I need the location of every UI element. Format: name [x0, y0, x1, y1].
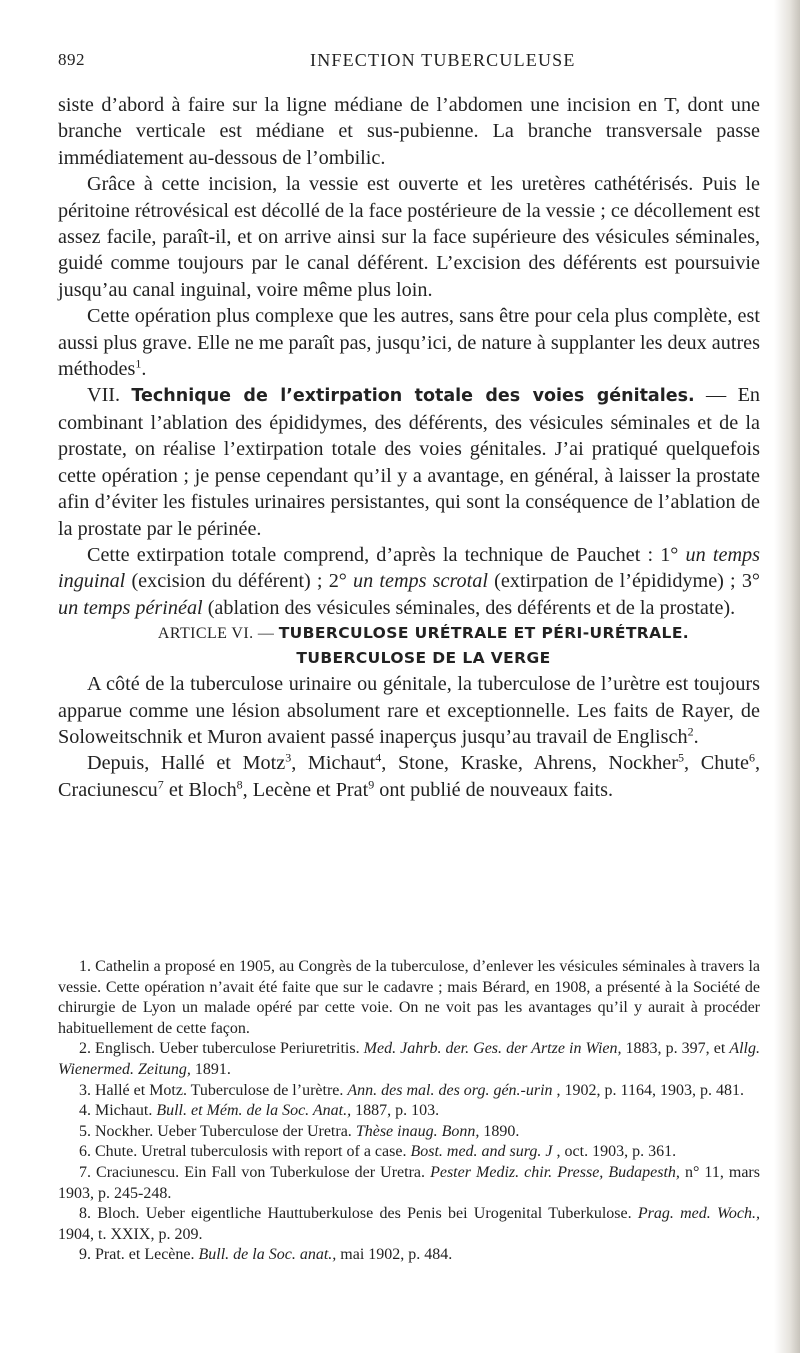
emphasis-perineal: un temps périnéal — [58, 596, 203, 619]
article-heading — [58, 621, 760, 671]
footnote-ref-2: 2 — [687, 724, 694, 739]
footnote-journal: Bost. med. and surg. J — [410, 1143, 553, 1161]
footnote-journal: Thèse inaug. Bonn, — [355, 1122, 480, 1140]
paragraph-6-end: . — [693, 725, 699, 748]
paragraph-2: Grâce à cette incision, la vessie est ouverte et les uretères cathétérisés. Puis le péritoine rétrovésical est décollé de la face postérieure de la vessie ; ce décollement est assez facile, paraît-il, et on arrive ainsi sur la face supérieure des vésicules séminales, guidé comme toujours par le canal déférent. L’excision des déférents est poursuivie jusqu’au canal inguinal, voire même plus loin. — [58, 173, 760, 301]
footnote-ref-7: 7 — [157, 777, 164, 792]
footnote-text: mai 1902, p. 484. — [336, 1246, 453, 1264]
footnote-text: , oct. 1903, p. 361. — [552, 1143, 677, 1161]
footnote-9 — [58, 1245, 760, 1266]
footnote-8 — [58, 1204, 760, 1245]
emphasis-inguinal: un temps inguinal — [58, 543, 760, 593]
article-title-line-2: TUBERCULOSE DE LA VERGE — [296, 649, 551, 668]
paragraph-5-part: (excision du déférent) ; 2° — [125, 570, 354, 593]
paragraph-1: siste d’abord à faire sur la ligne médiane de l’abdomen une incision en T, dont une branche verticale est médiane et sus-pubienne. La branche transversale passe immédiatement au-dessous de l’ombilic. — [58, 94, 760, 169]
paragraph-7-part: , Stone, Kraske, Ahrens, Nockher — [381, 752, 678, 775]
paragraph-7-part: , Michaut — [291, 752, 376, 775]
footnote-journal: Pester Mediz. chir. Presse, Budapesth, — [430, 1163, 680, 1181]
paragraph-5 — [58, 542, 760, 621]
footnote-6 — [58, 1142, 760, 1163]
footnote-text: 4. Michaut. — [79, 1102, 157, 1120]
paragraph-5-part: (ablation des vésicules séminales, des déférents et de la prostate). — [202, 596, 736, 619]
footnote-journal: Prag. med. Woch., — [637, 1205, 760, 1223]
footnote-text: , 1902, p. 1164, 1903, p. 481. — [552, 1081, 744, 1099]
footnote-text: 1883, p. 397, et — [621, 1040, 730, 1058]
section-number: VII. — [87, 384, 121, 407]
footnote-journal: Bull. et Mém. de la Soc. Anat., — [156, 1102, 352, 1120]
footnote-4 — [58, 1101, 760, 1122]
footnote-text: 8. Bloch. Ueber eigentliche Hauttuberkulose des Penis bei Urogenital Tuberkulose. — [79, 1205, 638, 1223]
article-title-line-1: TUBERCULOSE URÉTRALE ET PÉRI-URÉTRALE. — [278, 624, 690, 643]
footnote-text: 7. Craciunescu. Ein Fall von Tuberkulose der Uretra. — [79, 1163, 431, 1181]
paragraph-6-text: A côté de la tuberculose urinaire ou génitale, la tuberculose de l’urètre est toujours apparue comme une lésion absolument rare et exceptionnelle. Les faits de Rayer, de Soloweitschnik et Muron avaient passé inaperçus jusqu’au travail de Englisch — [58, 673, 760, 748]
paragraph-7-part: , Craciunescu — [58, 752, 760, 801]
footnote-journal: Ann. des mal. des org. gén.-urin — [347, 1081, 553, 1099]
footnote-text: 3. Hallé et Motz. Tuberculose de l’urètre. — [79, 1081, 348, 1099]
footnote-text: 6. Chute. Uretral tuberculosis with report of a case. — [79, 1143, 411, 1161]
footnote-3 — [58, 1081, 760, 1102]
footnote-1: 1. Cathelin a proposé en 1905, au Congrès de la tuberculose, d’enlever les vésicules séminales à travers la vessie. Cette opération n’avait été faite que sur le cadavre ; mais Bérard, en 1908, a présenté à la Société de chirurgie de Lyon un malade opéré par cette voie. On ne voit pas les avantages qu’il y aurait à procéder habituellement de cette façon. — [58, 958, 760, 1037]
paragraph-4-text: — En combinant l’ablation des épididymes, des déférents, des vésicules séminales et de la prostate, on réalise l’extirpation totale des voies génitales. J’ai pratiqué quelquefois cette opération ; je pense cependant qu’il y a avantage, en général, à laisser la prostate afin d’éviter les fistules urinaires persistantes, qui sont la conséquence de l’ablation de la prostate par le périnée. — [58, 384, 760, 540]
footnote-text: n° 11, mars 1903, p. 245-248. — [58, 1163, 760, 1202]
footnote-text: 1891. — [190, 1060, 231, 1078]
footnote-ref-1: 1 — [135, 356, 142, 371]
page-number: 892 — [58, 50, 85, 69]
footnote-text: 5. Nockher. Ueber Tuberculose der Uretra. — [79, 1122, 356, 1140]
footnote-ref-3: 3 — [285, 750, 292, 765]
footnote-text: 1890. — [479, 1122, 520, 1140]
paragraph-5-part: Cette extirpation totale comprend, d’après la technique de Pauchet : 1° — [87, 543, 686, 566]
paragraph-5-part: (extirpation de l’épididyme) ; 3° — [487, 570, 760, 593]
paragraph-7-part: ont publié de nouveaux faits. — [374, 778, 614, 801]
main-text — [58, 92, 760, 803]
paragraph-7-part: , Chute — [684, 752, 749, 775]
footnote-text: 9. Prat. et Lecène. — [79, 1246, 199, 1264]
footnotes — [58, 957, 760, 1266]
paragraph-3-text: Cette opération plus complexe que les autres, sans être pour cela plus complète, est aussi plus grave. Elle ne me paraît pas, jusqu’ici, de nature à supplanter les deux autres méthodes — [58, 305, 760, 381]
footnote-text: 1904, t. XXIX, p. 209. — [58, 1225, 203, 1243]
paragraph-7-part: , Lecène et Prat — [242, 778, 369, 801]
footnote-journal: Bull. de la Soc. anat., — [198, 1246, 337, 1264]
paragraph-4 — [58, 382, 760, 541]
footnote-5 — [58, 1122, 760, 1143]
running-title: INFECTION TUBERCULEUSE — [310, 50, 576, 70]
article-label: ARTICLE VI. — — [157, 625, 275, 643]
footnote-ref-8: 8 — [236, 777, 243, 792]
footnote-ref-4: 4 — [375, 750, 382, 765]
paragraph-3: Cette opération plus complexe que les autres, sans être pour cela plus complète, est aussi plus grave. Elle ne me paraît pas, jusqu’ici, de nature à supplanter les deux autres méthodes$^1$. — [58, 305, 760, 381]
footnote-2 — [58, 1039, 760, 1080]
footnote-journal: Allg. Wienermed. Zeitung, — [58, 1040, 760, 1078]
paragraph-7-part: et Bloch — [163, 778, 237, 801]
footnote-ref-6: 6 — [748, 750, 755, 765]
paragraph-7 — [58, 750, 760, 803]
section-title: Technique de l’extirpation totale des voies génitales. — [131, 386, 695, 407]
paragraph-7-part: Depuis, Hallé et Motz — [87, 752, 286, 775]
footnote-text: 2. Englisch. Ueber tuberculose Periuretritis. — [79, 1040, 364, 1058]
page-header — [58, 50, 758, 78]
page-edge-shadow — [774, 0, 800, 1353]
footnote-journal: Med. Jahrb. der. Ges. der Artze in Wien, — [363, 1040, 622, 1058]
footnote-text: 1887, p. 103. — [351, 1102, 440, 1120]
paragraph-6 — [58, 671, 760, 750]
footnote-ref-5: 5 — [678, 750, 684, 765]
emphasis-scrotal: un temps scrotal — [353, 570, 488, 593]
article-heading-line-1 — [58, 621, 760, 646]
footnote-ref-9: 9 — [368, 777, 375, 792]
footnote-7 — [58, 1163, 760, 1204]
